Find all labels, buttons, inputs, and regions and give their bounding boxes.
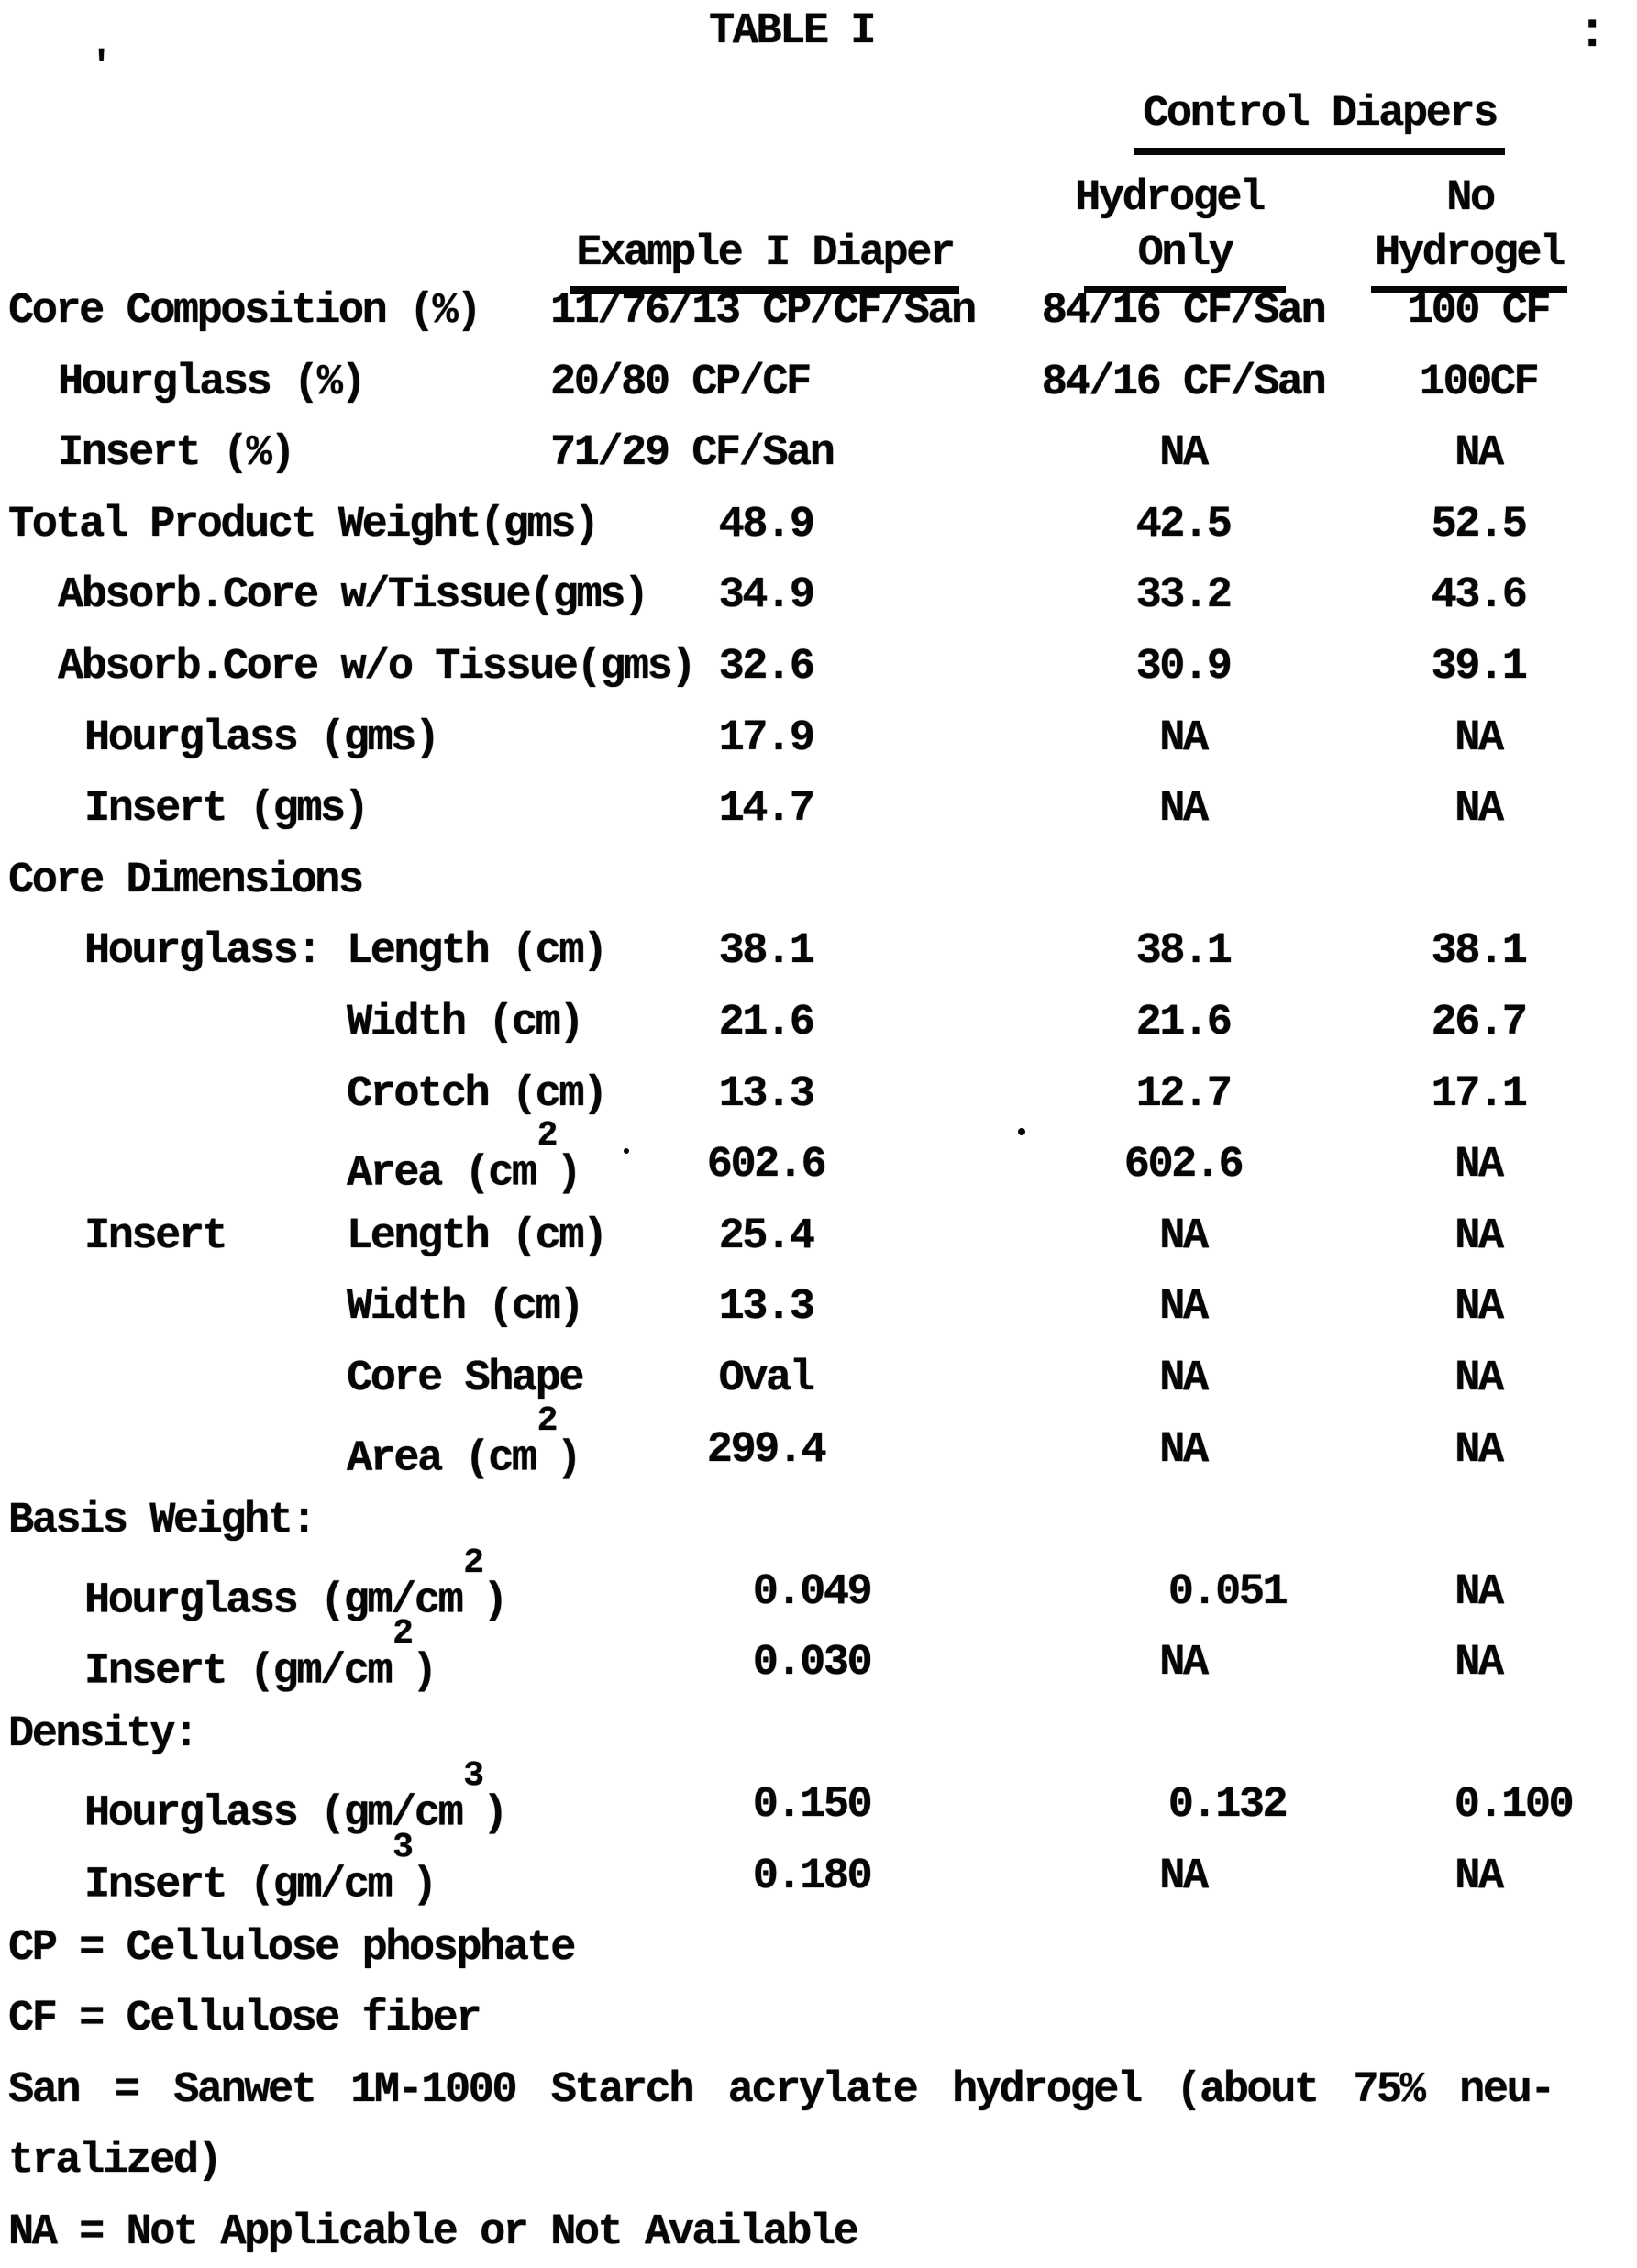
footnote-text: NA = Not Applicable or Not Available bbox=[8, 2208, 857, 2258]
footnote-line bbox=[0, 2196, 1637, 2268]
cell-example-diaper: 0.180 bbox=[752, 1853, 871, 1902]
scan-artifact-colon: : bbox=[1577, 6, 1608, 61]
cell-no-hydrogel: 26.7 bbox=[1431, 998, 1526, 1047]
cell-no-hydrogel: NA bbox=[1454, 1853, 1502, 1902]
footnote-line bbox=[0, 2054, 1637, 2126]
table-row bbox=[0, 1343, 1637, 1414]
cell-no-hydrogel: NA bbox=[1454, 1567, 1502, 1617]
table-row bbox=[0, 1614, 1637, 1698]
cell-hydrogel-only: 38.1 bbox=[1135, 927, 1231, 977]
cell-example-diaper: 13.3 bbox=[718, 1283, 813, 1333]
footnote-text: CF = Cellulose fiber bbox=[8, 1995, 481, 2044]
cell-no-hydrogel: 100 CF bbox=[1407, 287, 1550, 336]
cell-no-hydrogel: 39.1 bbox=[1431, 642, 1526, 691]
row-group-label: Hourglass: bbox=[84, 927, 321, 977]
cell-example-diaper: 0.150 bbox=[752, 1781, 871, 1831]
table-row bbox=[0, 1485, 1637, 1556]
row-label: Hourglass (%) bbox=[58, 358, 365, 407]
cell-example-diaper: 602.6 bbox=[706, 1141, 825, 1190]
row-group-label: Insert bbox=[84, 1211, 227, 1261]
row-label: Core Dimensions bbox=[8, 856, 362, 905]
table-body bbox=[0, 275, 1637, 2268]
row-label: Core Shape bbox=[347, 1354, 583, 1403]
cell-example-diaper: Oval bbox=[718, 1354, 813, 1403]
row-label: Total Product Weight(gms) bbox=[8, 500, 598, 549]
cell-hydrogel-only: 602.6 bbox=[1123, 1141, 1243, 1190]
superscript: 2 bbox=[463, 1543, 483, 1583]
col-header-example-diaper: Example I Diaper bbox=[570, 229, 959, 294]
cell-no-hydrogel: 100CF bbox=[1419, 358, 1538, 407]
table-row bbox=[0, 1271, 1637, 1343]
footnote-text: tralized) bbox=[8, 2137, 221, 2186]
cell-example-diaper: 34.9 bbox=[718, 571, 813, 621]
cell-example-diaper: 21.6 bbox=[718, 998, 813, 1047]
cell-example-diaper: 32.6 bbox=[718, 642, 813, 691]
cell-hydrogel-only: 42.5 bbox=[1135, 500, 1231, 549]
cell-example-diaper: 17.9 bbox=[718, 714, 813, 763]
cell-no-hydrogel: 43.6 bbox=[1431, 571, 1526, 621]
row-label: Absorb.Core w/Tissue(gms) bbox=[58, 571, 647, 621]
row-label: Hourglass (gms) bbox=[84, 714, 438, 763]
row-label: Absorb.Core w/o Tissue(gms) bbox=[58, 642, 695, 691]
footnote-line bbox=[0, 1912, 1637, 1984]
table-row bbox=[0, 1116, 1637, 1200]
cell-no-hydrogel: NA bbox=[1454, 785, 1502, 835]
table-row bbox=[0, 773, 1637, 845]
row-label: Length (cm) bbox=[347, 1211, 606, 1261]
row-label: Width (cm) bbox=[347, 1283, 583, 1333]
table-row bbox=[0, 1828, 1637, 1912]
cell-hydrogel-only: 12.7 bbox=[1135, 1069, 1231, 1119]
cell-example-diaper: 20/80 CP/CF bbox=[550, 358, 810, 407]
cell-example-diaper: 71/29 CF/San bbox=[550, 429, 834, 479]
footnote-line bbox=[0, 2125, 1637, 2196]
table-row bbox=[0, 1400, 1637, 1486]
cell-no-hydrogel: NA bbox=[1454, 1425, 1502, 1475]
footnote-text: San = Sanwet 1M-1000 Starch acrylate hydrogel (about 75% neu- bbox=[8, 2065, 1554, 2115]
superscript: 2 bbox=[536, 1116, 557, 1156]
table-title: TABLE I bbox=[709, 7, 874, 56]
table-row bbox=[0, 417, 1637, 489]
footnote-text: CP = Cellulose phosphate bbox=[8, 1923, 574, 1973]
cell-hydrogel-only: NA bbox=[1159, 714, 1207, 763]
table-row bbox=[0, 1756, 1637, 1841]
superscript: 2 bbox=[536, 1400, 557, 1441]
cell-hydrogel-only: NA bbox=[1159, 429, 1207, 479]
cell-example-diaper: 25.4 bbox=[718, 1211, 813, 1261]
table-row bbox=[0, 1200, 1637, 1272]
table-row bbox=[0, 631, 1637, 703]
table-row bbox=[0, 347, 1637, 418]
table-row bbox=[0, 1698, 1637, 1770]
col-header-hydrogel-only-line2: Only bbox=[1084, 229, 1286, 293]
cell-example-diaper: 0.030 bbox=[752, 1639, 871, 1688]
row-label: Basis Weight: bbox=[8, 1497, 315, 1546]
superscript: 3 bbox=[463, 1756, 483, 1797]
cell-no-hydrogel: NA bbox=[1454, 1211, 1502, 1261]
cell-hydrogel-only: NA bbox=[1159, 1211, 1207, 1261]
table-row bbox=[0, 1543, 1637, 1628]
cell-hydrogel-only: 0.051 bbox=[1167, 1567, 1287, 1617]
row-label: Length (cm) bbox=[347, 927, 606, 977]
row-label: Crotch (cm) bbox=[347, 1069, 606, 1119]
cell-no-hydrogel: NA bbox=[1454, 429, 1502, 479]
cell-hydrogel-only: 33.2 bbox=[1135, 571, 1231, 621]
cell-hydrogel-only: NA bbox=[1159, 1639, 1207, 1688]
footnote-line bbox=[0, 1983, 1637, 2054]
row-label: Density: bbox=[8, 1709, 197, 1759]
row-label: Width (cm) bbox=[347, 998, 583, 1047]
cell-example-diaper: 299.4 bbox=[706, 1425, 825, 1475]
cell-hydrogel-only: NA bbox=[1159, 1283, 1207, 1333]
cell-hydrogel-only: NA bbox=[1159, 1425, 1207, 1475]
row-label: Insert (gms) bbox=[84, 785, 368, 835]
scan-artifact-mark: ' bbox=[90, 44, 111, 88]
control-diapers-group-header: Control Diapers bbox=[1134, 90, 1505, 155]
row-label: Insert $(gm/cm^2)$ bbox=[84, 1614, 436, 1697]
row-label: Area $(cm^2)$ bbox=[347, 1116, 581, 1199]
table-row bbox=[0, 489, 1637, 560]
table-row bbox=[0, 275, 1637, 347]
cell-hydrogel-only: 84/16 CF/San bbox=[1041, 287, 1325, 336]
col-header-hydrogel-only-line1: Hydrogel bbox=[1075, 174, 1264, 223]
superscript: 3 bbox=[393, 1828, 412, 1868]
cell-example-diaper: 48.9 bbox=[718, 500, 813, 549]
row-label: Insert $(gm/cm^3)$ bbox=[84, 1828, 436, 1910]
cell-no-hydrogel: 52.5 bbox=[1431, 500, 1526, 549]
cell-example-diaper: 38.1 bbox=[718, 927, 813, 977]
scan-speck bbox=[1018, 1128, 1025, 1135]
cell-hydrogel-only: 21.6 bbox=[1135, 998, 1231, 1047]
row-label: Insert (%) bbox=[58, 429, 294, 479]
table-row bbox=[0, 915, 1637, 987]
cell-hydrogel-only: NA bbox=[1159, 1354, 1207, 1403]
cell-no-hydrogel: 38.1 bbox=[1431, 927, 1526, 977]
cell-no-hydrogel: 0.100 bbox=[1454, 1781, 1573, 1831]
cell-no-hydrogel: NA bbox=[1454, 714, 1502, 763]
scan-speck bbox=[624, 1148, 629, 1154]
cell-hydrogel-only: NA bbox=[1159, 1853, 1207, 1902]
row-label: Hourglass $(gm/cm^2)$ bbox=[84, 1543, 506, 1626]
cell-example-diaper: 11/76/13 CP/CF/San bbox=[550, 287, 975, 336]
cell-hydrogel-only: 84/16 CF/San bbox=[1041, 358, 1325, 407]
row-label: Core Composition (%) bbox=[8, 287, 481, 336]
cell-no-hydrogel: NA bbox=[1454, 1283, 1502, 1333]
table-row bbox=[0, 559, 1637, 631]
table-row bbox=[0, 1058, 1637, 1130]
cell-example-diaper: 13.3 bbox=[718, 1069, 813, 1119]
cell-hydrogel-only: NA bbox=[1159, 785, 1207, 835]
cell-hydrogel-only: 0.132 bbox=[1167, 1781, 1287, 1831]
superscript: 2 bbox=[393, 1614, 412, 1654]
row-label: Area $(cm^2)$ bbox=[347, 1400, 581, 1484]
cell-no-hydrogel: NA bbox=[1454, 1639, 1502, 1688]
cell-no-hydrogel: NA bbox=[1454, 1141, 1502, 1190]
cell-no-hydrogel: NA bbox=[1454, 1354, 1502, 1403]
cell-hydrogel-only: 30.9 bbox=[1135, 642, 1231, 691]
col-header-no-hydrogel-line1: No bbox=[1446, 174, 1494, 223]
cell-example-diaper: 0.049 bbox=[752, 1567, 871, 1617]
table-row bbox=[0, 987, 1637, 1058]
table-row bbox=[0, 703, 1637, 774]
table-row bbox=[0, 845, 1637, 916]
row-label: Hourglass $(gm/cm^3)$ bbox=[84, 1756, 506, 1840]
cell-no-hydrogel: 17.1 bbox=[1431, 1069, 1526, 1119]
cell-example-diaper: 14.7 bbox=[718, 785, 813, 835]
col-header-no-hydrogel-line2: Hydrogel bbox=[1371, 229, 1567, 293]
